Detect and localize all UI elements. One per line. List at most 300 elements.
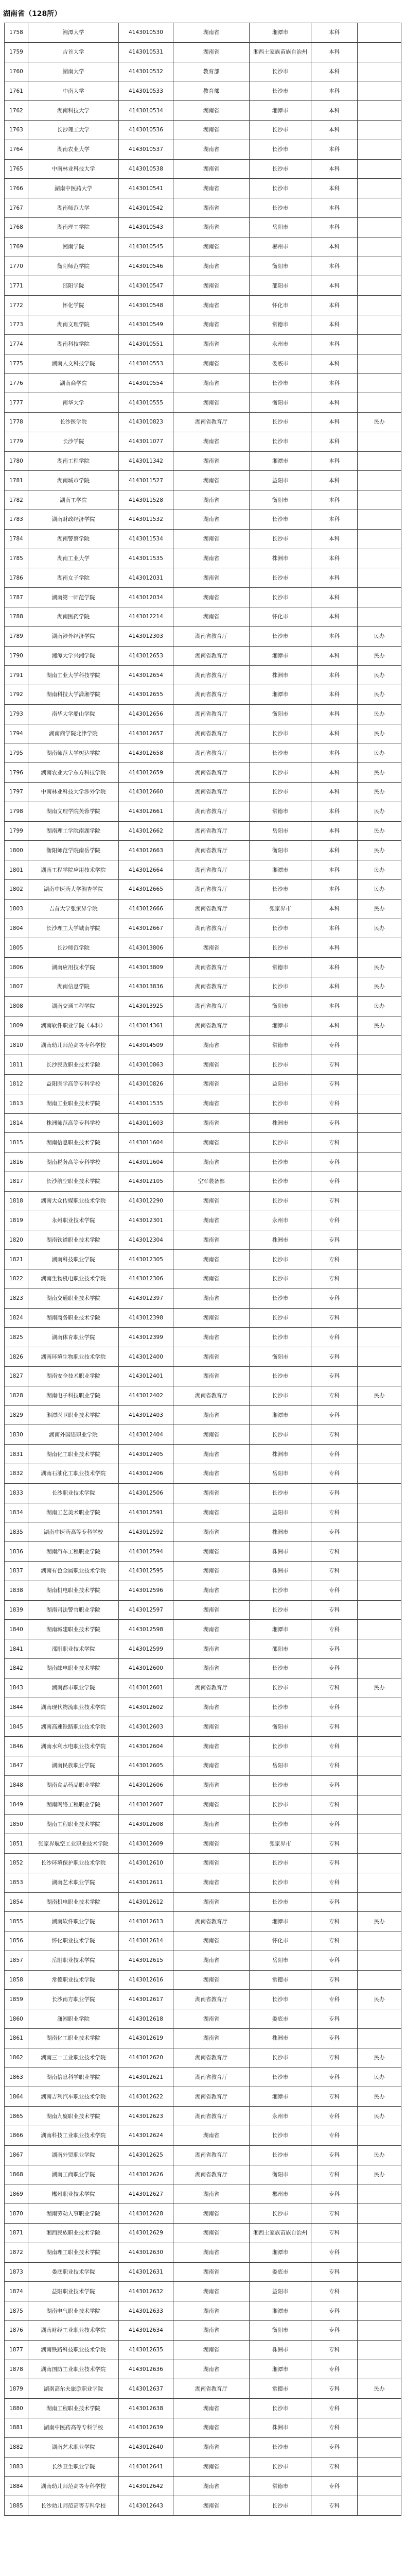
school-name-cell: 湖南软件职业学院（本科） [28, 1016, 119, 1036]
remark-cell [358, 315, 401, 334]
city-cell: 湘潭市 [250, 1016, 311, 1036]
city-cell: 常德市 [250, 1036, 311, 1055]
school-code-cell: 4143012630 [119, 2243, 173, 2262]
row-number-cell: 1801 [5, 860, 28, 880]
level-cell: 本科 [311, 996, 358, 1016]
authority-cell: 湖南省 [173, 354, 250, 374]
city-cell: 长沙市 [250, 977, 311, 997]
authority-cell: 湖南省教育厅 [173, 724, 250, 743]
table-row [5, 2087, 401, 2107]
remark-cell: 民办 [358, 783, 401, 802]
school-code-cell: 4143012398 [119, 1308, 173, 1328]
school-code-cell: 4143012654 [119, 666, 173, 685]
school-name-cell: 湖南中医药大学 [28, 179, 119, 198]
authority-cell: 教育部 [173, 62, 250, 81]
city-cell: 衡阳市 [250, 393, 311, 413]
school-code-cell: 4143012614 [119, 1931, 173, 1951]
school-name-cell: 岳阳职业技术学院 [28, 1951, 119, 1970]
city-cell: 常德市 [250, 2477, 311, 2496]
authority-cell: 湖南省教育厅 [173, 1016, 250, 1036]
city-cell: 长沙市 [250, 724, 311, 743]
school-name-cell: 湖南机电职业技术学院 [28, 1892, 119, 1912]
school-name-cell: 湖南国防工业职业技术学院 [28, 2360, 119, 2379]
table-row [5, 704, 401, 724]
city-cell: 长沙市 [250, 1055, 311, 1075]
authority-cell: 湖南省 [173, 938, 250, 958]
school-code-cell: 4143012655 [119, 685, 173, 705]
authority-cell: 湖南省 [173, 1133, 250, 1153]
city-cell: 湘潭市 [250, 1405, 311, 1425]
school-code-cell: 4143012641 [119, 2457, 173, 2477]
city-cell: 湘潭市 [250, 1912, 311, 1931]
authority-cell: 湖南省 [173, 1522, 250, 1542]
authority-cell: 湖南省教育厅 [173, 1678, 250, 1698]
school-name-cell: 湖南财经工业职业技术学院 [28, 2321, 119, 2341]
table-row [5, 1658, 401, 1678]
school-code-cell: 4143014509 [119, 1036, 173, 1055]
authority-cell: 湖南省教育厅 [173, 958, 250, 977]
level-cell: 专科 [311, 2087, 358, 2107]
authority-cell: 湖南省教育厅 [173, 1912, 250, 1931]
school-code-cell: 4143012595 [119, 1561, 173, 1581]
school-name-cell: 湖南吉利汽车职业技术学院 [28, 2087, 119, 2107]
authority-cell: 湖南省 [173, 1795, 250, 1815]
level-cell: 本科 [311, 529, 358, 549]
level-cell: 专科 [311, 2165, 358, 2184]
level-cell: 专科 [311, 1522, 358, 1542]
school-code-cell: 4143012405 [119, 1445, 173, 1464]
city-cell: 长沙市 [250, 1269, 311, 1289]
authority-cell: 湖南省教育厅 [173, 1386, 250, 1405]
school-name-cell: 湖南铁路科技职业技术学院 [28, 2340, 119, 2360]
table-row [5, 588, 401, 607]
city-cell: 常德市 [250, 958, 311, 977]
remark-cell [358, 1113, 401, 1133]
table-row [5, 626, 401, 646]
school-code-cell: 4143012656 [119, 704, 173, 724]
table-row [5, 1405, 401, 1425]
school-name-cell: 衡阳师范学院 [28, 257, 119, 276]
school-code-cell: 4143012406 [119, 1464, 173, 1483]
school-code-cell: 4143012664 [119, 860, 173, 880]
school-name-cell: 湖南商学院 [28, 374, 119, 393]
school-code-cell: 4143010536 [119, 120, 173, 140]
authority-cell: 湖南省教育厅 [173, 646, 250, 666]
table-row [5, 1892, 401, 1912]
table-row [5, 1873, 401, 1892]
row-number-cell: 1869 [5, 2184, 28, 2204]
level-cell: 专科 [311, 1289, 358, 1308]
level-cell: 本科 [311, 237, 358, 257]
row-number-cell: 1861 [5, 2029, 28, 2048]
level-cell: 专科 [311, 2496, 358, 2516]
row-number-cell: 1842 [5, 1658, 28, 1678]
city-cell: 怀化市 [250, 296, 311, 315]
row-number-cell: 1828 [5, 1386, 28, 1405]
authority-cell: 湖南省 [173, 1815, 250, 1834]
school-name-cell: 长沙卫生职业学院 [28, 2457, 119, 2477]
city-cell: 长沙市 [250, 2067, 311, 2087]
authority-cell: 湖南省 [173, 471, 250, 490]
school-name-cell: 湖南体育职业学院 [28, 1328, 119, 1347]
level-cell: 专科 [311, 2107, 358, 2126]
remark-cell: 民办 [358, 685, 401, 705]
level-cell: 本科 [311, 101, 358, 121]
remark-cell [358, 1328, 401, 1347]
school-code-cell: 4143012621 [119, 2067, 173, 2087]
remark-cell: 民办 [358, 412, 401, 432]
authority-cell: 湖南省教育厅 [173, 880, 250, 900]
school-code-cell: 4143012611 [119, 1873, 173, 1892]
city-cell: 湘潭市 [250, 646, 311, 666]
university-table-body [5, 23, 401, 2516]
level-cell: 本科 [311, 724, 358, 743]
city-cell: 长沙市 [250, 1795, 311, 1815]
row-number-cell: 1786 [5, 568, 28, 588]
remark-cell [358, 1620, 401, 1639]
row-number-cell: 1871 [5, 2224, 28, 2243]
school-name-cell: 湘潭医卫职业技术学院 [28, 1405, 119, 1425]
row-number-cell: 1859 [5, 1990, 28, 2009]
row-number-cell: 1844 [5, 1698, 28, 1717]
authority-cell: 湖南省 [173, 237, 250, 257]
remark-cell [358, 42, 401, 62]
level-cell: 本科 [311, 179, 358, 198]
city-cell: 衡阳市 [250, 704, 311, 724]
school-code-cell: 4143012397 [119, 1289, 173, 1308]
city-cell: 长沙市 [250, 1892, 311, 1912]
remark-cell [358, 2243, 401, 2262]
school-code-cell: 4143012634 [119, 2321, 173, 2341]
remark-cell: 民办 [358, 2379, 401, 2399]
school-code-cell: 4143010542 [119, 198, 173, 218]
remark-cell [358, 938, 401, 958]
row-number-cell: 1792 [5, 685, 28, 705]
table-row [5, 860, 401, 880]
city-cell: 常德市 [250, 2379, 311, 2399]
level-cell: 专科 [311, 2379, 358, 2399]
school-name-cell: 湖南城市学院 [28, 471, 119, 490]
authority-cell: 湖南省 [173, 217, 250, 237]
level-cell: 本科 [311, 821, 358, 841]
remark-cell: 民办 [358, 996, 401, 1016]
school-name-cell: 湖南文理学院 [28, 315, 119, 334]
authority-cell: 湖南省 [173, 490, 250, 510]
row-number-cell: 1846 [5, 1737, 28, 1756]
row-number-cell: 1764 [5, 140, 28, 159]
table-row [5, 198, 401, 218]
city-cell: 永州市 [250, 2107, 311, 2126]
city-cell: 郴州市 [250, 237, 311, 257]
authority-cell: 湖南省 [173, 1931, 250, 1951]
school-code-cell: 4143012626 [119, 2165, 173, 2184]
school-code-cell: 4143012658 [119, 743, 173, 763]
table-row [5, 1990, 401, 2009]
school-name-cell: 张家界航空工业职业技术学院 [28, 1834, 119, 1854]
remark-cell [358, 1756, 401, 1775]
city-cell: 株洲市 [250, 2029, 311, 2048]
table-row [5, 1250, 401, 1269]
city-cell: 永州市 [250, 334, 311, 354]
school-name-cell: 长沙医学院 [28, 412, 119, 432]
city-cell: 长沙市 [250, 1191, 311, 1211]
city-cell: 益阳市 [250, 471, 311, 490]
row-number-cell: 1775 [5, 354, 28, 374]
school-code-cell: 4143012600 [119, 1658, 173, 1678]
authority-cell: 湖南省 [173, 2301, 250, 2321]
remark-cell: 民办 [358, 899, 401, 919]
table-row [5, 451, 401, 471]
table-row [5, 2184, 401, 2204]
table-row [5, 2282, 401, 2301]
school-code-cell: 4143012034 [119, 588, 173, 607]
authority-cell: 湖南省 [173, 1425, 250, 1445]
table-row [5, 179, 401, 198]
school-name-cell: 湖南铁道职业技术学院 [28, 1230, 119, 1250]
level-cell: 专科 [311, 2399, 358, 2418]
remark-cell: 民办 [358, 1386, 401, 1405]
level-cell: 专科 [311, 2477, 358, 2496]
school-code-cell: 4143012604 [119, 1737, 173, 1756]
remark-cell [358, 451, 401, 471]
level-cell: 专科 [311, 1347, 358, 1367]
school-name-cell: 潇湘职业学院 [28, 2009, 119, 2029]
level-cell: 专科 [311, 1250, 358, 1269]
level-cell: 专科 [311, 2009, 358, 2029]
school-code-cell: 4143012657 [119, 724, 173, 743]
remark-cell [358, 2204, 401, 2224]
school-name-cell: 湖南城建职业技术学院 [28, 1620, 119, 1639]
school-code-cell: 4143012635 [119, 2340, 173, 2360]
remark-cell [358, 1347, 401, 1367]
school-name-cell: 湘南学院 [28, 237, 119, 257]
table-row [5, 374, 401, 393]
school-code-cell: 4143012591 [119, 1503, 173, 1522]
city-cell: 张家界市 [250, 899, 311, 919]
authority-cell: 湖南省 [173, 1658, 250, 1678]
city-cell: 湘潭市 [250, 2087, 311, 2107]
school-code-cell: 4143012301 [119, 1211, 173, 1230]
city-cell: 衡阳市 [250, 841, 311, 860]
remark-cell [358, 2224, 401, 2243]
remark-cell: 民办 [358, 626, 401, 646]
remark-cell [358, 1561, 401, 1581]
city-cell: 株洲市 [250, 1230, 311, 1250]
level-cell: 专科 [311, 1230, 358, 1250]
level-cell: 专科 [311, 1503, 358, 1522]
row-number-cell: 1883 [5, 2457, 28, 2477]
row-number-cell: 1788 [5, 607, 28, 626]
school-name-cell: 湖南外贸职业学院 [28, 2145, 119, 2165]
row-number-cell: 1841 [5, 1639, 28, 1659]
authority-cell: 湖南省 [173, 2126, 250, 2146]
city-cell: 长沙市 [250, 510, 311, 529]
school-name-cell: 中南林业科技大学涉外学院 [28, 783, 119, 802]
city-cell: 长沙市 [250, 179, 311, 198]
row-number-cell: 1791 [5, 666, 28, 685]
school-name-cell: 中南林业科技大学 [28, 159, 119, 179]
remark-cell [358, 1892, 401, 1912]
school-name-cell: 长沙民政职业技术学院 [28, 1055, 119, 1075]
school-name-cell: 湖南科技大学潇湘学院 [28, 685, 119, 705]
city-cell: 长沙市 [250, 374, 311, 393]
school-name-cell: 湖南化工职业技术学院 [28, 1445, 119, 1464]
school-name-cell: 长沙南方职业学院 [28, 1990, 119, 2009]
row-number-cell: 1767 [5, 198, 28, 218]
school-name-cell: 湖南网络工程职业学院 [28, 1795, 119, 1815]
school-code-cell: 4143012403 [119, 1405, 173, 1425]
school-code-cell: 4143012305 [119, 1250, 173, 1269]
table-row [5, 1308, 401, 1328]
authority-cell: 湖南省 [173, 2496, 250, 2516]
row-number-cell: 1785 [5, 549, 28, 568]
row-number-cell: 1758 [5, 23, 28, 43]
table-row [5, 471, 401, 490]
authority-cell: 湖南省 [173, 2009, 250, 2029]
school-name-cell: 湖南医药学院 [28, 607, 119, 626]
level-cell: 本科 [311, 217, 358, 237]
authority-cell: 湖南省 [173, 276, 250, 296]
remark-cell: 民办 [358, 2087, 401, 2107]
school-code-cell: 4143010543 [119, 217, 173, 237]
city-cell: 娄底市 [250, 354, 311, 374]
remark-cell [358, 490, 401, 510]
table-row [5, 821, 401, 841]
level-cell: 专科 [311, 2029, 358, 2048]
row-number-cell: 1880 [5, 2399, 28, 2418]
row-number-cell: 1817 [5, 1172, 28, 1192]
remark-cell [358, 1133, 401, 1153]
school-code-cell: 4143012594 [119, 1542, 173, 1562]
row-number-cell: 1806 [5, 958, 28, 977]
remark-cell [358, 1658, 401, 1678]
level-cell: 专科 [311, 1756, 358, 1775]
school-code-cell: 4143013809 [119, 958, 173, 977]
school-name-cell: 湖南软件职业学院 [28, 1912, 119, 1931]
authority-cell: 湖南省 [173, 198, 250, 218]
school-code-cell: 4143011535 [119, 549, 173, 568]
remark-cell [358, 1405, 401, 1425]
authority-cell: 湖南省教育厅 [173, 919, 250, 938]
authority-cell: 湖南省 [173, 568, 250, 588]
school-code-cell: 4143012659 [119, 763, 173, 783]
remark-cell: 民办 [358, 2048, 401, 2067]
school-name-cell: 湖南商务职业技术学院 [28, 1308, 119, 1328]
school-name-cell: 长沙理工大学城南学院 [28, 919, 119, 938]
table-row [5, 1795, 401, 1815]
school-name-cell: 湖南电气职业技术学院 [28, 2301, 119, 2321]
remark-cell [358, 2321, 401, 2341]
city-cell: 怀化市 [250, 1931, 311, 1951]
level-cell: 本科 [311, 938, 358, 958]
authority-cell: 湖南省 [173, 1970, 250, 1990]
authority-cell: 湖南省 [173, 1483, 250, 1503]
city-cell: 益阳市 [250, 1075, 311, 1094]
city-cell: 永州市 [250, 1211, 311, 1230]
school-name-cell: 湘潭大学兴湘学院 [28, 646, 119, 666]
row-number-cell: 1789 [5, 626, 28, 646]
school-name-cell: 湖南工业大学科技学院 [28, 666, 119, 685]
authority-cell: 湖南省 [173, 607, 250, 626]
city-cell: 长沙市 [250, 783, 311, 802]
school-name-cell: 湖南税务高等专科学校 [28, 1153, 119, 1172]
school-name-cell: 湖南文理学院芙蓉学院 [28, 802, 119, 821]
city-cell: 株洲市 [250, 1445, 311, 1464]
table-row [5, 2009, 401, 2029]
school-code-cell: 4143012636 [119, 2360, 173, 2379]
table-row [5, 1737, 401, 1756]
table-row [5, 1756, 401, 1775]
row-number-cell: 1873 [5, 2262, 28, 2282]
school-name-cell: 湖南工商职业学院 [28, 2165, 119, 2184]
school-name-cell: 湖南信息学院 [28, 977, 119, 997]
authority-cell: 湖南省 [173, 2477, 250, 2496]
school-code-cell: 4143012601 [119, 1678, 173, 1698]
level-cell: 专科 [311, 1970, 358, 1990]
table-row [5, 2496, 401, 2516]
school-code-cell: 4143012612 [119, 1892, 173, 1912]
authority-cell: 湖南省 [173, 2340, 250, 2360]
level-cell: 本科 [311, 81, 358, 101]
level-cell: 本科 [311, 510, 358, 529]
remark-cell [358, 2437, 401, 2457]
school-name-cell: 湖南汽车工程职业学院 [28, 1542, 119, 1562]
school-code-cell: 4143012667 [119, 919, 173, 938]
remark-cell [358, 1055, 401, 1075]
remark-cell [358, 120, 401, 140]
level-cell: 专科 [311, 1698, 358, 1717]
school-name-cell: 长沙环境保护职业技术学院 [28, 1853, 119, 1873]
school-name-cell: 湖南幼儿师范高等专科学校 [28, 1036, 119, 1055]
level-cell: 专科 [311, 1445, 358, 1464]
level-cell: 专科 [311, 1678, 358, 1698]
row-number-cell: 1876 [5, 2321, 28, 2341]
school-code-cell: 4143011535 [119, 1094, 173, 1113]
school-code-cell: 4143012596 [119, 1581, 173, 1600]
table-row [5, 2067, 401, 2087]
table-row [5, 354, 401, 374]
school-code-cell: 4143012631 [119, 2262, 173, 2282]
remark-cell [358, 354, 401, 374]
city-cell: 张家界市 [250, 1834, 311, 1854]
row-number-cell: 1778 [5, 412, 28, 432]
level-cell: 专科 [311, 1853, 358, 1873]
city-cell: 益阳市 [250, 1503, 311, 1522]
school-code-cell: 4143011342 [119, 451, 173, 471]
row-number-cell: 1768 [5, 217, 28, 237]
table-row [5, 1483, 401, 1503]
table-row [5, 1230, 401, 1250]
row-number-cell: 1797 [5, 783, 28, 802]
remark-cell [358, 1308, 401, 1328]
school-code-cell: 4143012602 [119, 1698, 173, 1717]
school-name-cell: 衡阳师范学院南岳学院 [28, 841, 119, 860]
school-code-cell: 4143011527 [119, 471, 173, 490]
row-number-cell: 1765 [5, 159, 28, 179]
authority-cell: 湖南省 [173, 1542, 250, 1562]
level-cell: 本科 [311, 159, 358, 179]
school-name-cell: 湖南工程职业技术学院 [28, 1815, 119, 1834]
remark-cell: 民办 [358, 1678, 401, 1698]
authority-cell: 湖南省 [173, 1347, 250, 1367]
row-number-cell: 1865 [5, 2107, 28, 2126]
authority-cell: 湖南省 [173, 120, 250, 140]
city-cell: 长沙市 [250, 1094, 311, 1113]
remark-cell [358, 2262, 401, 2282]
city-cell: 岳阳市 [250, 1756, 311, 1775]
level-cell: 专科 [311, 1737, 358, 1756]
authority-cell: 湖南省 [173, 296, 250, 315]
